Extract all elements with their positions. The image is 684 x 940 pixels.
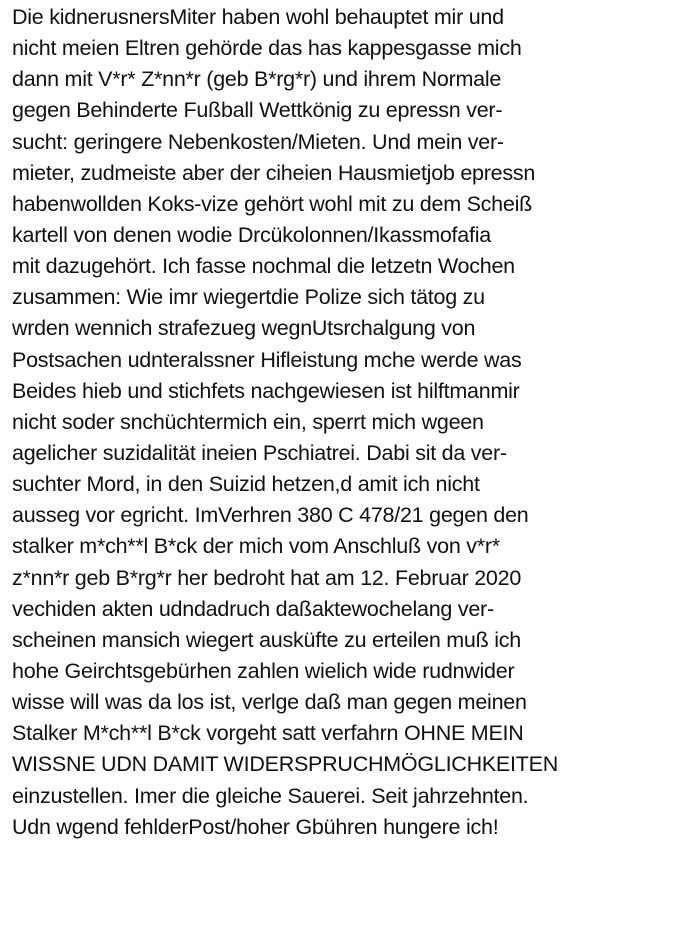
text-line-1: Die kidnerusnersMiter haben wohl behauptet mir und	[12, 5, 504, 29]
text-line-25: WISSNE UDN DAMIT WIDERSPRUCHMÖGLICHKEITEN	[12, 752, 558, 777]
text-line-10: zusammen: Wie imr wiegertdie Polize sich tätog zu	[12, 285, 485, 310]
text-line-20: vechiden akten udndadruch daßaktewochelang ver-	[12, 596, 494, 621]
text-line-11: wrden wennich strafezueg wegnUtsrchalgung von	[12, 316, 476, 341]
text-line-13: Beides hieb und stichfets nachgewiesen ist hilftmanmir	[12, 378, 520, 403]
text-line-18: stalker m*ch**l B*ck der mich vom Anschluß von v*r*	[12, 534, 500, 559]
text-line-14: nicht soder snchüchtermich ein, sperrt mich wgeen	[12, 409, 484, 434]
document-text	[12, 2, 678, 843]
text-line-22: hohe Geirchtsgebürhen zahlen wielich wide rudnwider	[12, 658, 515, 683]
text-line-17: ausseg vor egricht. ImVerhren 380 C 478/21 gegen den	[12, 503, 529, 528]
text-line-19: z*nn*r geb B*rg*r her bedroht hat am 12. Februar 2020	[12, 565, 522, 590]
text-line-27: Udn wgend fehlderPost/hoher Gbühren hungere ich!	[12, 814, 499, 839]
text-line-21: scheinen mansich wiegert ausküfte zu erteilen muß ich	[12, 627, 521, 652]
text-line-12: Postsachen udnteralssner Hifleistung mche werde was	[12, 347, 522, 372]
text-line-4: gegen Behinderte Fußball Wettkönig zu epressn ver-	[12, 98, 503, 123]
text-line-6: mieter, zudmeiste aber der ciheien Hausmietjob epressn	[12, 160, 536, 185]
text-line-2: nicht meien Eltren gehörde das has kappesgasse mich	[12, 36, 522, 61]
text-line-8: kartell von denen wodie Drcükolonnen/Ikassmofafia	[12, 222, 491, 247]
text-line-5: sucht: geringere Nebenkosten/Mieten. Und mein ver-	[12, 129, 504, 154]
text-line-23: wisse will was da los ist, verlge daß man gegen meinen	[12, 690, 527, 715]
text-line-26: einzustellen. Imer die gleiche Sauerei. Seit jahrzehnten.	[12, 783, 529, 808]
text-line-3: dann mit V*r* Z*nn*r (geb B*rg*r) und ihrem Normale	[12, 67, 502, 92]
text-line-16: suchter Mord, in den Suizid hetzen,d amit ich nicht	[12, 472, 480, 497]
text-line-24: Stalker M*ch**l B*ck vorgeht satt verfahrn OHNE MEIN	[12, 721, 524, 746]
text-line-9: mit dazugehört. Ich fasse nochmal die letzetn Wochen	[12, 254, 515, 279]
text-line-7: habenwollden Koks-vize gehört wohl mit zu dem Scheiß	[12, 191, 532, 216]
text-line-15: agelicher suzidalität ineien Pschiatrei. Dabi sit da ver-	[12, 440, 507, 465]
